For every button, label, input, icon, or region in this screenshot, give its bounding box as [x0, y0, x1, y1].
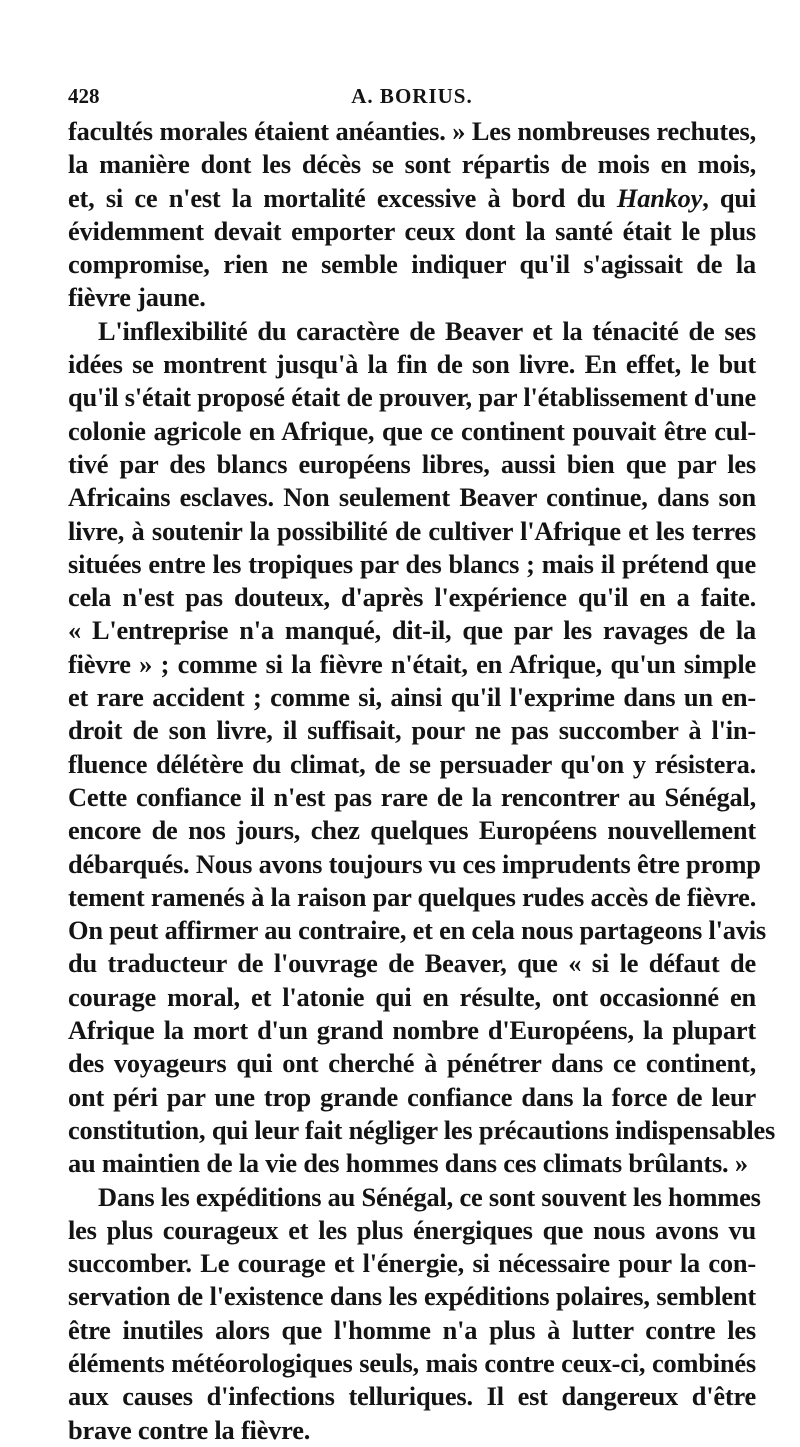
text-line: ont péri par une trop grande confiance dans la force de leur	[68, 1081, 756, 1112]
text-line: des voyageurs qui ont cherché à pénétrer dans ce continent,	[68, 1048, 756, 1079]
italic-text: Hankoy	[616, 182, 703, 213]
text-line: livre, à soutenir la possibilité de cultiver l'Afrique et les terres	[68, 515, 756, 546]
text-line: tement ramenés à la raison par quelques rudes accès de fièvre.	[68, 881, 757, 912]
text-line: succomber. Le courage et l'énergie, si nécessaire pour la con-	[68, 1248, 756, 1279]
text-line: encore de nos jours, chez quelques Européens nouvellement	[68, 815, 756, 846]
body-text	[68, 115, 776, 1447]
text-line: fluence délétère du climat, de se persuader qu'on y résistera.	[68, 748, 756, 779]
text-line: On peut affirmer au contraire, et en cela nous partageons l'avis	[68, 915, 766, 946]
text-line: éléments météorologiques seuls, mais contre ceux-ci, combinés	[68, 1347, 756, 1378]
text-line: du traducteur de l'ouvrage de Beaver, que « si le défaut de	[68, 948, 756, 979]
text-line: constitution, qui leur fait négliger les précautions indispensables	[68, 1114, 776, 1145]
text-line: être inutiles alors que l'homme n'a plus à lutter contre les	[68, 1314, 756, 1345]
text-line: courage moral, et l'atonie qui en résulte, ont occasionné en	[68, 981, 756, 1012]
text-line: Africains esclaves. Non seulement Beaver continue, dans son	[68, 482, 756, 513]
text-line: évidemment devait emporter ceux dont la santé était le plus	[68, 215, 756, 246]
text-line: les plus courageux et les plus énergiques que nous avons vu	[68, 1214, 756, 1245]
text-line: fièvre » ; comme si la fièvre n'était, en Afrique, qu'un simple	[68, 648, 756, 679]
text-line: compromise, rien ne semble indiquer qu'il s'agissait de la	[68, 249, 756, 280]
paragraph	[68, 315, 776, 1181]
running-title: A. BORIUS.	[351, 84, 473, 108]
text-line: et, si ce n'est la mortalité excessive à bord du Hankoy, qui	[68, 182, 756, 213]
paragraph	[68, 1181, 761, 1447]
text-line: brave contre la fièvre.	[68, 1414, 311, 1445]
paragraph	[68, 115, 756, 315]
text-line: servation de l'existence dans les expéditions polaires, semblent	[68, 1281, 756, 1312]
text-line: Afrique la mort d'un grand nombre d'Européens, la plupart	[68, 1015, 756, 1046]
text-line: colonie agricole en Afrique, que ce continent pouvait être cul-	[68, 415, 756, 446]
text-line: L'inflexibilité du caractère de Beaver et la ténacité de ses	[98, 315, 756, 346]
text-line: droit de son livre, il suffisait, pour ne pas succomber à l'in-	[68, 715, 756, 746]
running-head	[68, 82, 756, 110]
text-line: fièvre jaune.	[68, 282, 206, 313]
text-line: idées se montrent jusqu'à la fin de son livre. En effet, le but	[68, 349, 756, 380]
text-line: « L'entreprise n'a manqué, dit-il, que par les ravages de la	[68, 615, 756, 646]
text-line: situées entre les tropiques par des blancs ; mais il prétend que	[68, 548, 756, 579]
page-number: 428	[68, 84, 100, 108]
text-line: Cette confiance il n'est pas rare de la rencontrer au Sénégal,	[68, 781, 756, 812]
text-line: la manière dont les décès se sont répartis de mois en mois,	[68, 149, 756, 180]
text-line: cela n'est pas douteux, d'après l'expérience qu'il en a faite.	[68, 582, 756, 613]
text-line: débarqués. Nous avons toujours vu ces imprudents être promp	[68, 848, 761, 879]
text-line: au maintien de la vie des hommes dans ces climats brûlants. »	[68, 1148, 748, 1179]
text-line: Dans les expéditions au Sénégal, ce sont souvent les hommes	[98, 1181, 761, 1212]
text-line: facultés morales étaient anéanties. » Les nombreuses rechutes,	[68, 116, 756, 146]
text-line: et rare accident ; comme si, ainsi qu'il l'exprime dans un en-	[68, 682, 756, 713]
text-line: qu'il s'était proposé était de prouver, par l'établissement d'une	[68, 382, 756, 413]
text-line: tivé par des blancs européens libres, aussi bien que par les	[68, 448, 756, 479]
text-line: aux causes d'infections telluriques. Il est dangereux d'être	[68, 1381, 756, 1412]
